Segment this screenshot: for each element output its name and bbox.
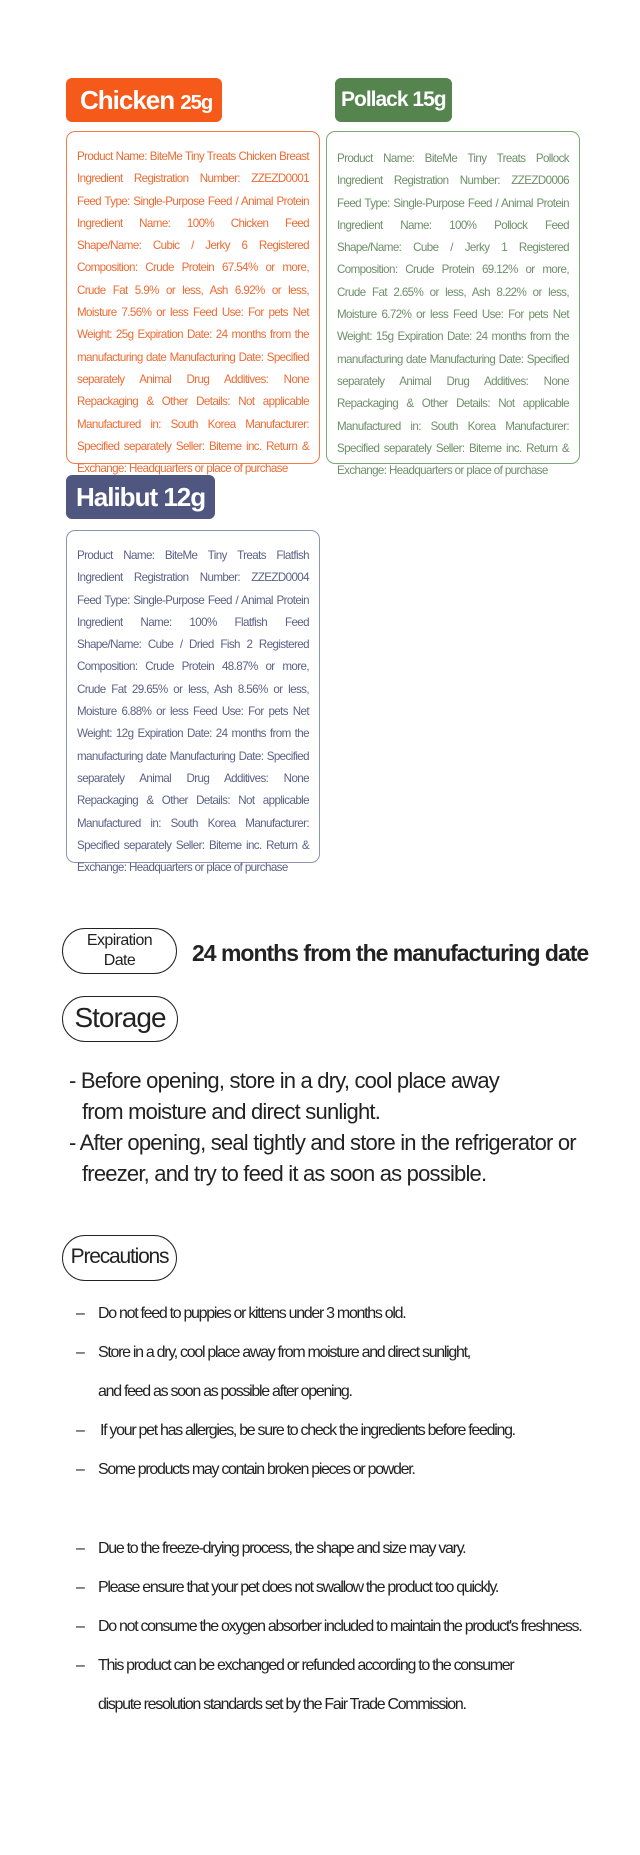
- pollack-name: Pollack: [341, 88, 408, 111]
- precautions-label: Precautions: [70, 1245, 169, 1268]
- halibut-info-text: Product Name: BiteMe Tiny Treats Flatfish Ingredient Registration Number: ZZEZD0004 Feed Type: Single-Purpose Feed / Animal Protein Ingredient Name: 100% Flatfish Feed Shape/Name: Cube / Dried Fish 2 Registered Composition: Crude Protein 48.87% or more, Crude Fat 29.65% or less, Ash 8.56% or less, Moisture 6.88% or less Feed Use: For pets Net Weight: 12g Expiration Date: 24 months from the manufacturing date Manufacturing Date: Specified separately Animal Drug Additives: None Repackaging & Other Details: Not applicable Manufactured in: South Korea Manufacturer: Specified separately Seller: Biteme inc. Return & Exchange: Headquarters or place of purchase: [77, 549, 309, 875]
- dash-bullet: –: [76, 1461, 84, 1478]
- storage-line: - Before opening, store in a dry, cool place away: [69, 1068, 499, 1093]
- chicken-info-text: Product Name: BiteMe Tiny Treats Chicken Breast Ingredient Registration Number: ZZEZD0001 Feed Type: Single-Purpose Feed / Animal Protein Ingredient Name: 100% Chicken Feed Shape/Name: Cubic / Jerky 6 Registered Composition: Crude Protein 67.54% or more, Crude Fat 5.9% or less, Ash 6.92% or less, Moisture 7.56% or less Feed Use: For pets Net Weight: 25g Expiration Date: 24 months from the manufacturing date Manufacturing Date: Specified separately Animal Drug Additives: None Repackaging & Other Details: Not applicable Manufactured in: South Korea Manufacturer: Specified separately Seller: Biteme inc. Return & Exchange: Headquarters or place of purchase: [77, 150, 309, 476]
- chicken-info-box: [66, 131, 320, 476]
- dash-bullet: –: [76, 1422, 84, 1439]
- precaution-text: Do not consume the oxygen absorber included to maintain the product's freshness.: [98, 1618, 582, 1635]
- halibut-info-box: [66, 530, 320, 875]
- halibut-tag: [66, 475, 215, 519]
- precaution-text: Store in a dry, cool place away from moisture and direct sunlight,: [98, 1344, 470, 1361]
- dash-bullet: –: [76, 1579, 84, 1596]
- storage-label-pill: [62, 996, 178, 1042]
- precaution-text: Please ensure that your pet does not swallow the product too quickly.: [98, 1579, 499, 1596]
- pollack-info-text: Product Name: BiteMe Tiny Treats Pollock Ingredient Registration Number: ZZEZD0006 Feed Type: Single-Purpose Feed / Animal Protein Ingredient Name: 100% Pollock Feed Shape/Name: Cube / Jerky 1 Registered Composition: Crude Protein 69.12% or more, Crude Fat 2.65% or less, Ash 8.22% or less, Moisture 6.72% or less Feed Use: For pets Net Weight: 15g Expiration Date: 24 months from the manufacturing date Manufacturing Date: Specified separately Animal Drug Additives: None Repackaging & Other Details: Not applicable Manufactured in: South Korea Manufacturer: Specified separately Seller: Biteme inc. Return & Exchange: Headquarters or place of purchase: [337, 152, 569, 478]
- dash-bullet: –: [76, 1305, 84, 1322]
- chicken-weight: 25g: [180, 92, 213, 114]
- halibut-name: Halibut: [76, 482, 158, 512]
- expiration-label-pill: [62, 928, 177, 974]
- expiration-value: 24 months from the manufacturing date: [192, 940, 589, 966]
- dash-bullet: –: [76, 1344, 84, 1361]
- pollack-info-box: [326, 131, 580, 478]
- halibut-weight: 12g: [163, 482, 206, 512]
- pollack-weight: 15g: [412, 88, 446, 111]
- storage-line: from moisture and direct sunlight.: [82, 1099, 381, 1124]
- precaution-text-continued: dispute resolution standards set by the Fair Trade Commission.: [98, 1696, 466, 1713]
- storage-list: [69, 1065, 639, 1189]
- chicken-tag: [66, 78, 222, 122]
- expiration-label-line1: Expiration: [86, 932, 153, 949]
- pollack-tag: [335, 78, 452, 122]
- precaution-text: This product can be exchanged or refunded according to the consumer: [98, 1657, 514, 1674]
- precautions-label-pill: [62, 1235, 177, 1281]
- chicken-name: Chicken: [80, 85, 175, 115]
- dash-bullet: –: [76, 1540, 84, 1557]
- dash-bullet: –: [76, 1618, 84, 1635]
- dash-bullet: –: [76, 1657, 84, 1674]
- storage-label: Storage: [74, 1002, 166, 1033]
- expiration-label-line2: Date: [103, 952, 136, 969]
- storage-line: - After opening, seal tightly and store in the refrigerator or: [69, 1130, 576, 1155]
- precaution-text: Some products may contain broken pieces or powder.: [98, 1461, 415, 1478]
- precaution-text: If your pet has allergies, be sure to check the ingredients before feeding.: [100, 1422, 515, 1439]
- precaution-text-continued: and feed as soon as possible after opening.: [98, 1383, 352, 1400]
- precaution-text: Do not feed to puppies or kittens under 3 months old.: [98, 1305, 406, 1322]
- storage-line: freezer, and try to feed it as soon as possible.: [82, 1161, 487, 1186]
- precaution-text: Due to the freeze-drying process, the shape and size may vary.: [98, 1540, 466, 1557]
